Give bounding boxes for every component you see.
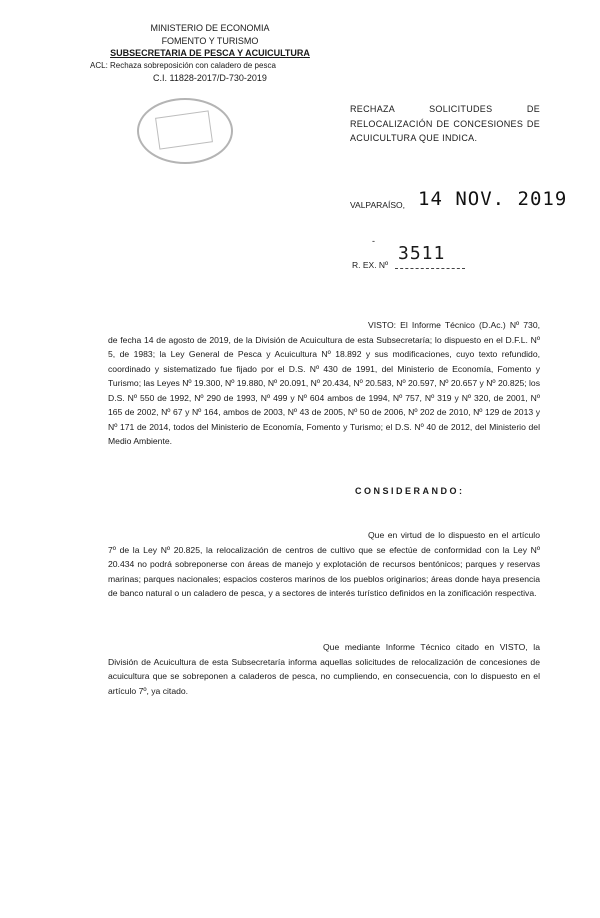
stamp-inner [155,110,213,149]
letterhead [90,22,330,85]
resolution-label: R. EX. Nº [352,260,389,270]
place-label: VALPARAÍSO, [350,200,405,210]
ministry-name-2: FOMENTO Y TURISMO [161,35,259,46]
considerando-heading: CONSIDERANDO: [355,486,465,496]
considerando-paragraph-1: Que en virtud de lo dispuesto en el artículo 7º de la Ley Nº 20.825, la relocalización de centros de cultivo que se efectúe de conformidad con la Ley Nº 20.434 no podrá sobreponerse con áreas de manejo y explotación de recursos bentónicos; parques y reservas marinas; parques nacionales; espacios costeros marinos de los pueblos originarios; áreas donde haya presencia de banco natural o un caladero de pesca, y a sectores de interés turístico definidos en la zonificación respectiva. [108,530,540,598]
reference-line: ACL: Rechaza sobreposición con caladero de pesca [90,60,276,70]
resolution-number: 3511 [398,243,446,264]
resolution-dash: - [372,236,375,246]
subject-text: RECHAZA SOLICITUDES DE RELOCALIZACIÓN DE CONCESIONES DE ACUICULTURA QUE INDICA. [350,104,540,143]
considerando-paragraph-2: Que mediante Informe Técnico citado en VISTO, la División de Acuicultura de esta Subsecretaría informa aquellas solicitudes de relocalización de concesiones de acuicultura que se sobreponen a caladeros de pesca, no cumpliendo, en consecuencia, con lo dispuesto en el artículo 7º, ya citado. [108,642,540,696]
subsecretaria-name: SUBSECRETARIA DE PESCA Y ACUICULTURA [110,48,310,58]
case-id: C.I. 11828-2017/D-730-2019 [153,73,267,83]
date-stamp: 14 NOV. 2019 [418,188,568,210]
official-stamp [137,98,233,164]
visto-paragraph: VISTO: El Informe Técnico (D.Ac.) Nº 730, de fecha 14 de agosto de 2019, de la División de Acuicultura de esta Subsecretaría; lo dispuesto en el D.F.L. Nº 5, de 1983; la Ley General de Pesca y Acuicultura Nº 18.892 y sus modificaciones, cuyo texto refundido, coordinado y sistematizado fue fijado por el D.S. Nº 430 de 1991, del Ministerio de Economía, Fomento y Turismo; las Leyes Nº 19.300, Nº 19.880, Nº 20.091, Nº 20.434, Nº 20.583, Nº 20.597, Nº 20.657 y Nº 20.825; los D.S. Nº 550 de 1992, Nº 290 de 1993, Nº 499 y Nº 604 ambos de 1994, Nº 757, Nº 319 y Nº 320, de 2001, Nº 165 de 2002, Nº 67 y Nº 164, ambos de 2003, Nº 43 de 2005, Nº 50 de 2006, Nº 202 de 2010, Nº 129 de 2013 y Nº 171 de 2014, todos del Ministerio de Economía, Fomento y Turismo; el D.S. Nº 40 de 2012, del Ministerio del Medio Ambiente. [108,320,540,446]
resolution-underline [395,268,465,269]
ministry-name: MINISTERIO DE ECONOMIA [150,23,270,33]
